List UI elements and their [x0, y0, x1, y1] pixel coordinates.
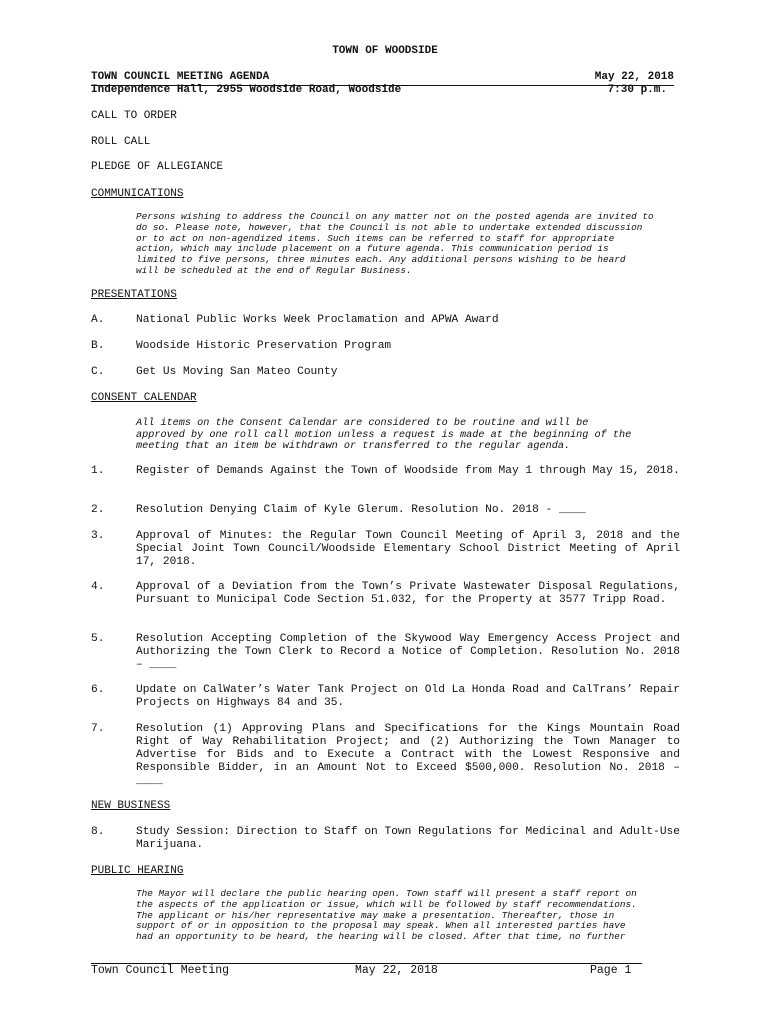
- consent-item: Update on CalWater’s Water Tank Project on Old La Honda Road and CalTrans’ Repair Projects on Highways 84 and 35.: [136, 684, 680, 709]
- consent-item: Resolution Accepting Completion of the Skywood Way Emergency Access Project and Authorizing the Town Clerk to Record a Notice of Completion. Resolution No. 2018 – ____: [136, 633, 680, 671]
- meeting-time: 7:30 p.m.: [607, 84, 667, 96]
- header-row-1: [91, 71, 674, 84]
- meeting-type: TOWN COUNCIL MEETING AGENDA: [91, 71, 270, 83]
- presentation-label: C.: [91, 366, 105, 378]
- consent-item-number: 4.: [91, 581, 105, 593]
- consent-item: Register of Demands Against the Town of Woodside from May 1 through May 15, 2018.: [136, 465, 680, 477]
- footer-page-number: Page 1: [590, 964, 632, 977]
- new-business-item-number: 8.: [91, 826, 105, 838]
- presentation-item: Get Us Moving San Mateo County: [136, 366, 338, 378]
- consent-item-number: 1.: [91, 465, 105, 477]
- presentation-item: National Public Works Week Proclamation and APWA Award: [136, 314, 499, 326]
- consent-item-number: 5.: [91, 633, 105, 645]
- presentation-label: B.: [91, 340, 105, 352]
- communications-heading: COMMUNICATIONS: [91, 188, 184, 200]
- roll-call: ROLL CALL: [91, 136, 151, 148]
- footer-meeting-name: Town Council Meeting: [91, 964, 230, 977]
- presentation-label: A.: [91, 314, 105, 326]
- footer-date: May 22, 2018: [355, 964, 438, 977]
- new-business-heading: NEW BUSINESS: [91, 800, 171, 812]
- presentations-heading: PRESENTATIONS: [91, 289, 177, 301]
- pledge-of-allegiance: PLEDGE OF ALLEGIANCE: [91, 161, 224, 173]
- consent-item: Resolution Denying Claim of Kyle Glerum. Resolution No. 2018 - ____: [136, 504, 586, 516]
- public-hearing-heading: PUBLIC HEARING: [91, 865, 184, 877]
- consent-item-number: 6.: [91, 684, 105, 696]
- consent-item-number: 2.: [91, 504, 105, 516]
- consent-item-number: 3.: [91, 530, 105, 542]
- call-to-order: CALL TO ORDER: [91, 110, 177, 122]
- consent-calendar-note: All items on the Consent Calendar are considered to be routine and will be approved by one roll call motion unless a request is made at the beginning of the meeting that an item be withdrawn or transferred to the regular agenda.: [136, 418, 632, 453]
- document-title: TOWN OF WOODSIDE: [332, 45, 438, 57]
- communications-note: Persons wishing to address the Council on any matter not on the posted agenda are invited to do so. Please note, however, that the Council is not able to undertake extended discussion or to act on non-agendized items. Such items can be referred to staff for appropriate action, which may include placement on a future agenda. This communication period is limited to five persons, three minutes each. Any additional persons wishing to be heard will be scheduled at the end of Regular Business.: [136, 211, 654, 276]
- presentation-item: Woodside Historic Preservation Program: [136, 340, 392, 352]
- meeting-location: Independence Hall, 2955 Woodside Road, Woodside: [91, 84, 402, 96]
- consent-item: Resolution (1) Approving Plans and Specifications for the Kings Mountain Road Right of Way Rehabilitation Project; and (2) Authorizing the Town Manager to Advertise for Bids and to Execute a Contract with the Lowest Responsive and Responsible Bidder, in an Amount Not to Exceed $500,000. Resolution No. 2018 – ____: [136, 723, 680, 787]
- meeting-date: May 22, 2018: [594, 71, 674, 83]
- consent-item: Approval of Minutes: the Regular Town Council Meeting of April 3, 2018 and the Special Joint Town Council/Woodside Elementary School District Meeting of April 17, 2018.: [136, 530, 680, 568]
- consent-calendar-heading: CONSENT CALENDAR: [91, 392, 197, 404]
- new-business-item: Study Session: Direction to Staff on Town Regulations for Medicinal and Adult-Use Marijuana.: [136, 826, 680, 851]
- consent-item: Approval of a Deviation from the Town’s Private Wastewater Disposal Regulations, Pursuant to Municipal Code Section 51.032, for the Property at 3577 Tripp Road.: [136, 581, 680, 606]
- public-hearing-note: The Mayor will declare the public hearing open. Town staff will present a staff report on the aspects of the application or issue, which will be followed by staff recommendations. The applicant or his/her representative may make a presentation. Thereafter, those in support of or in opposition to the proposal may speak. When all interested parties have had an opportunity to be heard, the hearing will be closed. After that time, no further: [136, 888, 637, 943]
- consent-item-number: 7.: [91, 723, 105, 735]
- header-divider: [91, 85, 674, 86]
